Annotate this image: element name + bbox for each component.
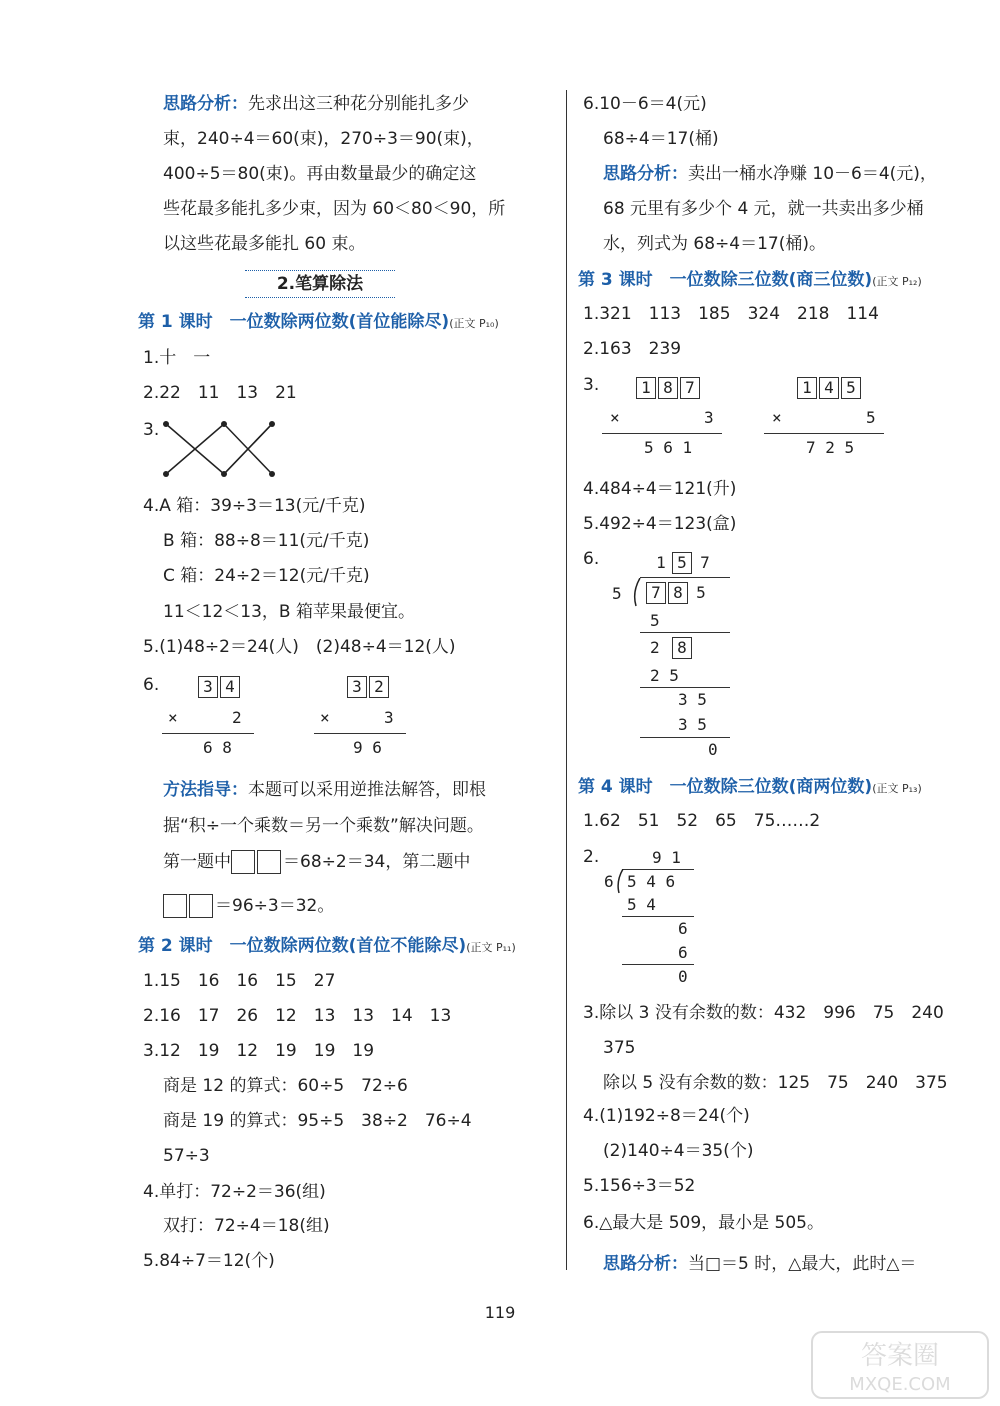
- answer-box: 8: [672, 637, 692, 659]
- l3-q5: 5.492÷4＝123(盒): [583, 514, 737, 534]
- ld2-divisor: 6: [604, 872, 614, 891]
- svg-text:答案圈: 答案圈: [860, 1341, 940, 1371]
- ld1-rule-1: [640, 632, 730, 633]
- l3-q4: 4.484÷4＝121(升): [583, 479, 737, 499]
- analysis-2: 思路分析：卖出一桶水净赚 10－6＝4(元)，: [603, 164, 937, 184]
- q6a-multiplier-value: 2: [232, 708, 242, 727]
- l2-q3: 3.12 19 12 19 19 19: [143, 1041, 375, 1061]
- l1-q1: 1.十 一: [143, 348, 211, 368]
- l4-q4-b: (2)140÷4＝35(个): [603, 1141, 754, 1161]
- l1-q4-b: B 箱：88÷8＝11(元/千克): [163, 531, 370, 551]
- l2-q1: 1.15 16 16 15 27: [143, 971, 336, 991]
- r-q6-b: 68÷4＝17(桶): [603, 129, 719, 149]
- answer-box: 4: [220, 676, 240, 698]
- method-line-2: 据“积÷一个乘数＝另一个乘数”解决问题。: [163, 816, 484, 836]
- ld2-remainder-1: 6: [678, 919, 688, 938]
- watermark-logo: [810, 1330, 990, 1400]
- blank-box: [257, 850, 281, 874]
- method-line-3: 第一题中 ＝68÷2＝34，第二题中: [163, 852, 471, 872]
- lesson-2-title: 第 2 课时 一位数除两位数(首位不能除尽)(正文 P₁₁): [138, 936, 516, 956]
- ld1-remainder-1: 2 8: [650, 637, 694, 659]
- ld2-quotient: 9 1: [652, 848, 681, 867]
- ld1-rule-2: [640, 687, 730, 688]
- section-title: 2.笔算除法: [245, 270, 395, 298]
- l1-q3: 3.: [143, 420, 160, 440]
- q6a-product: 6 8: [203, 738, 232, 757]
- ld1-divisor: 5: [612, 584, 622, 603]
- ld1-dividend: 7 8 5: [646, 582, 712, 604]
- ld1-top-rule: [640, 577, 730, 578]
- analysis-1-line-2: 束，240÷4＝60(束)，270÷3＝90(束)，: [163, 129, 484, 149]
- l2-q4-a: 4.单打：72÷2＝36(组): [143, 1182, 326, 1202]
- q3b-product: 7 2 5: [806, 438, 855, 457]
- q6b-multiplier-value: 3: [384, 708, 394, 727]
- l1-q5: 5.(1)48÷2＝24(人) (2)48÷4＝12(人): [143, 637, 456, 657]
- l2-q5: 5.84÷7＝12(个): [143, 1251, 275, 1271]
- method-line-4: ＝96÷3＝32。: [163, 894, 334, 918]
- analysis-label: 思路分析：: [603, 164, 688, 184]
- answer-box: 3: [347, 676, 367, 698]
- q3a-product: 5 6 1: [644, 438, 693, 457]
- answer-box: 1: [797, 377, 817, 399]
- method-guide: 方法指导：本题可以采用逆推法解答，即根: [163, 780, 486, 800]
- l1-q4-c: C 箱：24÷2＝12(元/千克): [163, 566, 370, 586]
- ld1-step-2: 2 5: [650, 666, 679, 685]
- division-bracket: [614, 869, 626, 895]
- l1-q6: 6.: [143, 675, 160, 695]
- q6b-multiplier: ×: [320, 708, 330, 727]
- l2-q2: 2.16 17 26 12 13 13 14 13: [143, 1006, 452, 1026]
- analysis-label: 思路分析：: [163, 94, 248, 114]
- blank-box: [189, 894, 213, 918]
- l2-q3-c: 商是 19 的算式：95÷5 38÷2 76÷4: [163, 1111, 472, 1131]
- division-bracket: [630, 578, 644, 608]
- column-divider: [566, 90, 567, 1270]
- analysis-1: 思路分析：先求出这三种花分别能扎多少: [163, 94, 469, 114]
- answer-box: 8: [668, 582, 688, 604]
- l4-q4-a: 4.(1)192÷8＝24(个): [583, 1106, 750, 1126]
- answer-box: 4: [819, 377, 839, 399]
- answer-box: 5: [672, 552, 692, 574]
- analysis-label: 思路分析：: [603, 1254, 688, 1274]
- analysis-2-line-2: 68 元里有多少个 4 元，就一共卖出多少桶: [603, 199, 924, 219]
- ld1-remainder-2: 3 5: [678, 690, 707, 709]
- l2-q3-b: 商是 12 的算式：60÷5 72÷6: [163, 1076, 408, 1096]
- analysis-1-line-5: 以这些花最多能扎 60 束。: [163, 234, 366, 254]
- l1-q2: 2.22 11 13 21: [143, 383, 297, 403]
- l3-q1: 1.321 113 185 324 218 114: [583, 304, 879, 324]
- answer-box: 8: [658, 377, 678, 399]
- q3b-rule: [764, 433, 884, 434]
- lesson-3-title: 第 3 课时 一位数除三位数(商三位数)(正文 P₁₂): [578, 270, 922, 290]
- l4-q2: 2.: [583, 847, 600, 867]
- page-number: 119: [484, 1303, 516, 1322]
- q3b-factor: [797, 377, 863, 399]
- q6b-product: 9 6: [353, 738, 382, 757]
- q6a-rule: [162, 733, 254, 734]
- l4-q3-a: 3.除以 3 没有余数的数：432 996 75 240: [583, 1003, 944, 1023]
- ld1-step-3: 3 5: [678, 715, 707, 734]
- l3-q6: 6.: [583, 549, 600, 569]
- l4-q5: 5.156÷3＝52: [583, 1176, 696, 1196]
- q6b-rule: [314, 733, 406, 734]
- answer-box: 5: [841, 377, 861, 399]
- q6b-factor: [347, 676, 391, 698]
- l3-q2: 2.163 239: [583, 339, 682, 359]
- analysis-1-line-4: 些花最多能扎多少束，因为 60＜80＜90，所: [163, 199, 506, 219]
- answer-box: 2: [369, 676, 389, 698]
- ld2-step-2: 6: [678, 943, 688, 962]
- ld1-quotient: 1 5 7: [656, 553, 710, 572]
- l4-q3-c: 除以 5 没有余数的数：125 75 240 375: [603, 1073, 948, 1093]
- l4-q3-b: 375: [603, 1038, 636, 1058]
- l3-q3: 3.: [583, 375, 600, 395]
- analysis-3: 思路分析：当□＝5 时，△最大，此时△＝: [603, 1254, 917, 1274]
- lesson-1-title: 第 1 课时 一位数除两位数(首位能除尽)(正文 P₁₀): [138, 312, 499, 332]
- q3a-multiplier: ×: [610, 408, 620, 427]
- q3b-multiplier-value: 5: [866, 408, 876, 427]
- q3a-factor: [636, 377, 702, 399]
- q6a-factor: [198, 676, 242, 698]
- svg-text:MXQE.COM: MXQE.COM: [849, 1374, 951, 1395]
- answer-box: 3: [198, 676, 218, 698]
- answer-box: 7: [646, 582, 666, 604]
- q3a-rule: [602, 433, 722, 434]
- q3b-multiplier: ×: [772, 408, 782, 427]
- l2-q4-b: 双打：72÷4＝18(组): [163, 1216, 330, 1236]
- l4-q1: 1.62 51 52 65 75……2: [583, 811, 821, 831]
- method-label: 方法指导：: [163, 780, 248, 800]
- ld1-rule-3: [640, 737, 730, 738]
- answer-box: 1: [636, 377, 656, 399]
- lesson-4-title: 第 4 课时 一位数除三位数(商两位数)(正文 P₁₃): [578, 777, 922, 797]
- l1-q4-d: 11＜12＜13，B 箱苹果最便宜。: [163, 602, 415, 622]
- q6a-multiplier: ×: [168, 708, 178, 727]
- ld1-remainder-3: 0: [708, 740, 718, 759]
- matching-lines-diagram: [160, 418, 280, 480]
- l4-q6: 6.△最大是 509，最小是 505。: [583, 1213, 824, 1233]
- ld2-remainder-2: 0: [678, 967, 688, 986]
- l1-q4-a: 4.A 箱：39÷3＝13(元/千克): [143, 496, 366, 516]
- l2-q3-d: 57÷3: [163, 1146, 210, 1166]
- ld2-step-1: 5 4: [627, 895, 656, 914]
- ld2-rule-1: [622, 916, 694, 917]
- answer-box: 7: [680, 377, 700, 399]
- ld1-step-1: 5: [650, 611, 660, 630]
- blank-box: [231, 850, 255, 874]
- analysis-2-line-3: 水，列式为 68÷4＝17(桶)。: [603, 234, 826, 254]
- ld2-rule-2: [622, 964, 694, 965]
- ld2-dividend: 5 4 6: [627, 872, 676, 891]
- r-q6-a: 6.10－6＝4(元): [583, 94, 707, 114]
- analysis-1-line-3: 400÷5＝80(束)。再由数量最少的确定这: [163, 164, 477, 184]
- blank-box: [163, 894, 187, 918]
- ld2-top-rule: [622, 869, 694, 870]
- q3a-multiplier-value: 3: [704, 408, 714, 427]
